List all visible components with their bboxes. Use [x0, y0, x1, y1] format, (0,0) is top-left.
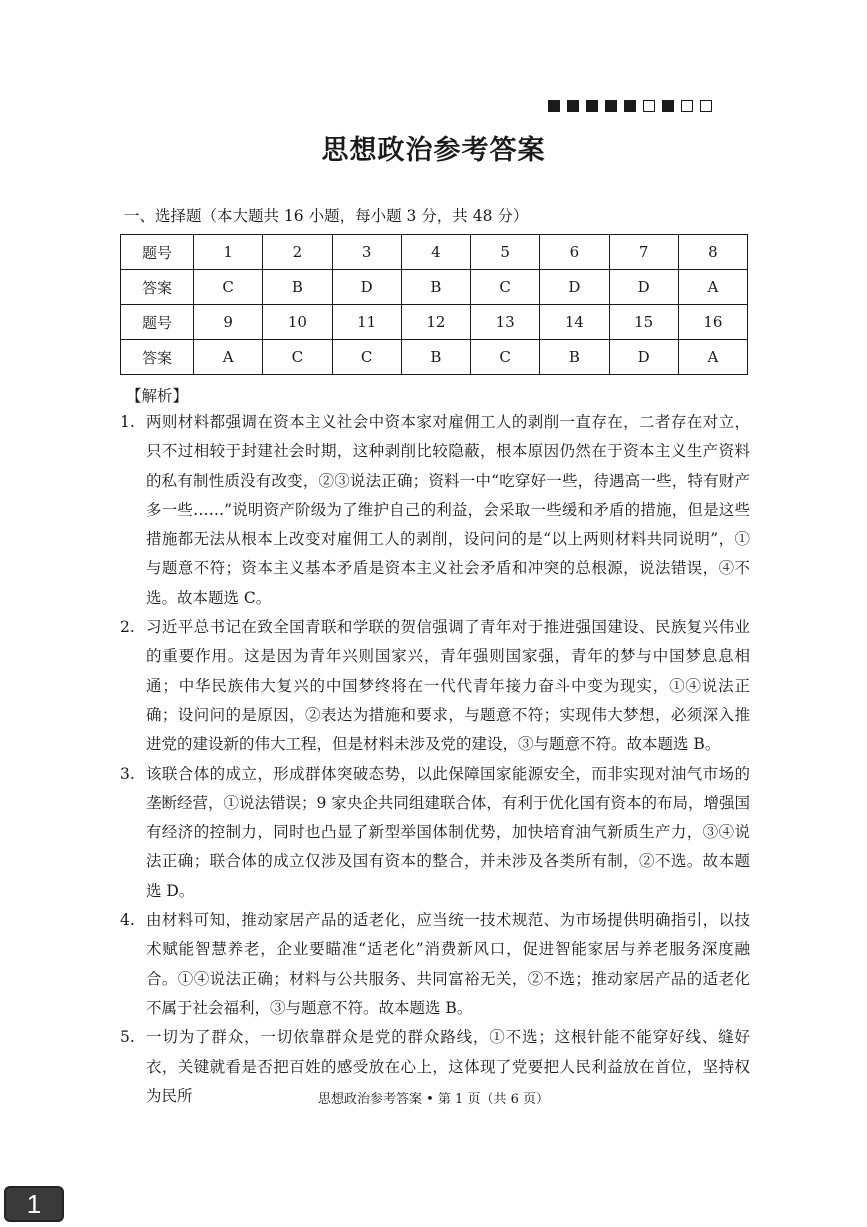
analysis-item	[120, 408, 750, 613]
empty-square-mark	[700, 100, 712, 112]
table-cell: 3	[332, 235, 401, 270]
analysis-label: 【解析】	[126, 387, 189, 405]
page-footer: 思想政治参考答案 • 第 1 页（共 6 页）	[317, 1092, 549, 1107]
table-cell: B	[401, 340, 470, 375]
table-cell: 10	[263, 305, 332, 340]
table-cell: 11	[332, 305, 401, 340]
table-cell: D	[540, 270, 609, 305]
analysis-item	[120, 613, 750, 759]
table-cell: 1	[194, 235, 263, 270]
filled-square-mark	[624, 100, 636, 112]
analysis-item	[120, 906, 750, 1023]
table-cell: A	[678, 270, 747, 305]
table-cell: C	[332, 340, 401, 375]
row-label: 答案	[121, 270, 194, 305]
table-cell: 2	[263, 235, 332, 270]
filled-square-mark	[662, 100, 674, 112]
table-cell: 15	[609, 305, 678, 340]
item-text: 习近平总书记在致全国青联和学联的贺信强调了青年对于推进强国建设、民族复兴伟业的重要作用。这是因为青年兴则国家兴，青年强则国家强，青年的梦与中国梦息息相通；中华民族伟大复兴的中国梦终将在一代代青年接力奋斗中变为现实，①④说法正确；设问问的是原因，②表达为措施和要求，与题意不符；实现伟大梦想，必须深入推进党的建设新的伟大工程，但是材料未涉及党的建设，③与题意不符。故本题选 B。	[146, 618, 750, 754]
table-cell: 7	[609, 235, 678, 270]
table-cell: 6	[540, 235, 609, 270]
table-cell: 13	[471, 305, 540, 340]
table-cell: C	[194, 270, 263, 305]
table-cell: 8	[678, 235, 747, 270]
table-cell: 14	[540, 305, 609, 340]
item-number: 2.	[120, 618, 135, 637]
table-cell: A	[194, 340, 263, 375]
page-number-badge: 1	[4, 1186, 64, 1222]
item-number: 3.	[120, 764, 135, 783]
item-number: 1.	[120, 413, 135, 431]
item-text: 一切为了群众，一切依靠群众是党的群众路线，①不选；这根针能不能穿好线、缝好衣，关键就看是否把百姓的感受放在心上，这体现了党要把人民利益放在首位，坚持权为民所	[146, 1028, 750, 1105]
item-number: 4.	[120, 911, 135, 930]
row-label: 答案	[121, 340, 194, 375]
table-cell: B	[401, 270, 470, 305]
table-row	[121, 305, 748, 340]
table-cell: C	[471, 270, 540, 305]
answer-table	[120, 234, 748, 375]
table-cell: D	[332, 270, 401, 305]
analysis-items	[120, 408, 750, 1111]
progress-marks	[548, 100, 712, 112]
row-label: 题号	[121, 235, 194, 270]
table-cell: 5	[471, 235, 540, 270]
empty-square-mark	[681, 100, 693, 112]
table-cell: D	[609, 340, 678, 375]
analysis-item	[120, 760, 750, 906]
filled-square-mark	[605, 100, 617, 112]
filled-square-mark	[567, 100, 579, 112]
table-row	[121, 270, 748, 305]
item-text: 由材料可知，推动家居产品的适老化，应当统一技术规范、为市场提供明确指引，以技术赋能智慧养老，企业要瞄准“适老化”消费新风口，促进智能家居与养老服务深度融合。①④说法正确；材料与公共服务、共同富裕无关，②不选；推动家居产品的适老化不属于社会福利，③与题意不符。故本题选 B。	[146, 911, 750, 1017]
item-text: 两则材料都强调在资本主义社会中资本家对雇佣工人的剥削一直存在，二者存在对立，只不过相较于封建社会时期，这种剥削比较隐蔽，根本原因仍然在于资本主义生产资料的私有制性质没有改变，②③说法正确；资料一中“吃穿好一些，待遇高一些，特有财产多一些……”说明资产阶级为了维护自己的利益，会采取一些缓和矛盾的措施，但是这些措施都无法从根本上改变对雇佣工人的剥削，设问问的是“以上两则材料共同说明”，①与题意不符；资本主义基本矛盾是资本主义社会矛盾和冲突的总根源，说法错误，④不选。故本题选 C。	[146, 413, 750, 607]
table-cell: 12	[401, 305, 470, 340]
table-cell: B	[540, 340, 609, 375]
table-cell: 9	[194, 305, 263, 340]
section-heading: 一、选择题（本大题共 16 小题，每小题 3 分，共 48 分）	[124, 207, 529, 225]
page-title: 思想政治参考答案	[321, 135, 546, 166]
table-row	[121, 235, 748, 270]
table-cell: C	[263, 340, 332, 375]
table-cell: A	[678, 340, 747, 375]
item-number: 5.	[120, 1028, 135, 1047]
table-cell: C	[471, 340, 540, 375]
table-cell: 16	[678, 305, 747, 340]
table-cell: B	[263, 270, 332, 305]
table-cell: 4	[401, 235, 470, 270]
filled-square-mark	[548, 100, 560, 112]
empty-square-mark	[643, 100, 655, 112]
filled-square-mark	[586, 100, 598, 112]
table-row	[121, 340, 748, 375]
table-cell: D	[609, 270, 678, 305]
item-text: 该联合体的成立，形成群体突破态势，以此保障国家能源安全，而非实现对油气市场的垄断经营，①说法错误；9 家央企共同组建联合体，有利于优化国有资本的布局，增强国有经济的控制力，同时也凸显了新型举国体制优势，加快培育油气新质生产力，③④说法正确；联合体的成立仅涉及国有资本的整合，并未涉及各类所有制，②不选。故本题选 D。	[146, 764, 750, 900]
row-label: 题号	[121, 305, 194, 340]
